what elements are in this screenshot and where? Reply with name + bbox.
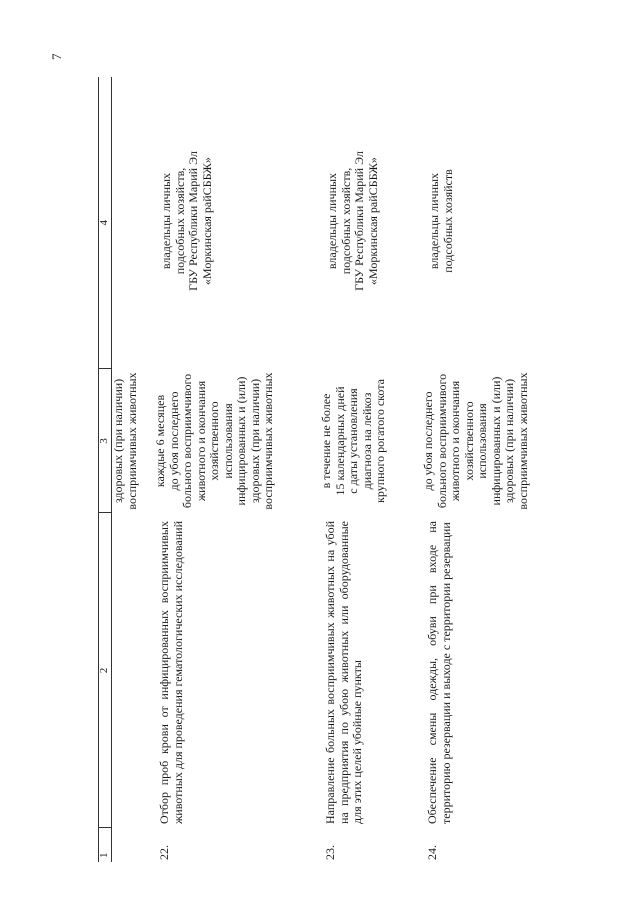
period-line: животного и окончания [193, 380, 208, 502]
period-line: хозяйственного [207, 401, 221, 481]
table-row [420, 77, 600, 862]
responsible-cell [420, 77, 600, 369]
period-line: здоровых (при наличии) [247, 378, 262, 504]
responsible-line: ГБУ Республики Марий Эл [352, 151, 366, 291]
period-cell [420, 369, 600, 513]
period-line: до убоя последнего [421, 391, 435, 491]
period-line: в течение не более [319, 393, 333, 489]
row-number: 22. [157, 845, 171, 860]
header-col-2: 2 [99, 513, 112, 828]
table-row [318, 77, 420, 862]
responsible-line: подсобных хозяйств, [338, 167, 353, 275]
row-number: 23. [323, 845, 337, 860]
row-number: 24. [425, 845, 439, 860]
period-line: 15 календарных дней [332, 386, 347, 496]
measures-table-rotated [98, 77, 585, 862]
period-line: использования [475, 403, 489, 479]
responsible-cell [318, 77, 420, 369]
responsible-line: владельцы личных [325, 172, 339, 270]
responsible-line: подсобных хозяйств [440, 169, 455, 273]
header-col-1: 1 [99, 828, 112, 862]
period-line: восприимчивых животных [124, 372, 139, 510]
measure-cell: Обеспечение смены одежды, обуви при входе на территорию резервации и выходе с территории резервации [425, 521, 453, 824]
period-line: инфицированных и (или) [234, 376, 248, 506]
period-line: хозяйственного [461, 401, 476, 481]
table-header-row [99, 77, 112, 862]
period-line: с даты установления [346, 388, 360, 494]
responsible-line: «Моркинская райСББЖ» [199, 157, 214, 285]
measure-cell: Направление больных восприимчивых животных на убой на предприятия по убою животных или оборудованные для этих целей убойные пункты [323, 521, 364, 824]
table-row [152, 77, 318, 862]
responsible-line: владельцы личных [427, 172, 441, 270]
period-line: здоровых (при наличии) [502, 378, 516, 504]
period-line: инфицированных и (или) [488, 376, 503, 506]
responsible-line: владельцы личных [159, 172, 173, 270]
period-line: здоровых (при наличии) [111, 378, 125, 504]
responsible-line: ГБУ Республики Марий Эл [186, 151, 200, 291]
period-line: больного восприимчивого [434, 373, 449, 509]
period-line: каждые 6 месяцев [153, 394, 167, 488]
header-col-3: 3 [99, 369, 112, 513]
table-row-continuation [112, 77, 153, 862]
header-col-4: 4 [99, 77, 112, 369]
page-number: 7 [49, 53, 64, 60]
period-line: крупного рогатого скота [373, 379, 387, 503]
responsible-line: «Моркинская райСББЖ» [365, 157, 380, 285]
period-line: использования [220, 403, 235, 479]
measures-table [98, 77, 600, 862]
period-line: восприимчивых животных [261, 372, 275, 510]
period-cell [318, 369, 420, 513]
measure-cell: Отбор проб крови от инфицированных восприимчивых животных для проведения гематологических исследований [157, 520, 185, 824]
responsible-line: подсобных хозяйств, [172, 167, 187, 275]
period-line: диагноза на лейкоз [359, 392, 374, 490]
period-cell [112, 369, 153, 513]
period-line: восприимчивых животных [515, 372, 530, 510]
period-line: животного и окончания [448, 380, 462, 502]
period-cell [152, 369, 318, 513]
period-line: до убоя последнего [166, 391, 181, 491]
period-line: больного восприимчивого [180, 373, 194, 509]
responsible-cell [152, 77, 318, 369]
